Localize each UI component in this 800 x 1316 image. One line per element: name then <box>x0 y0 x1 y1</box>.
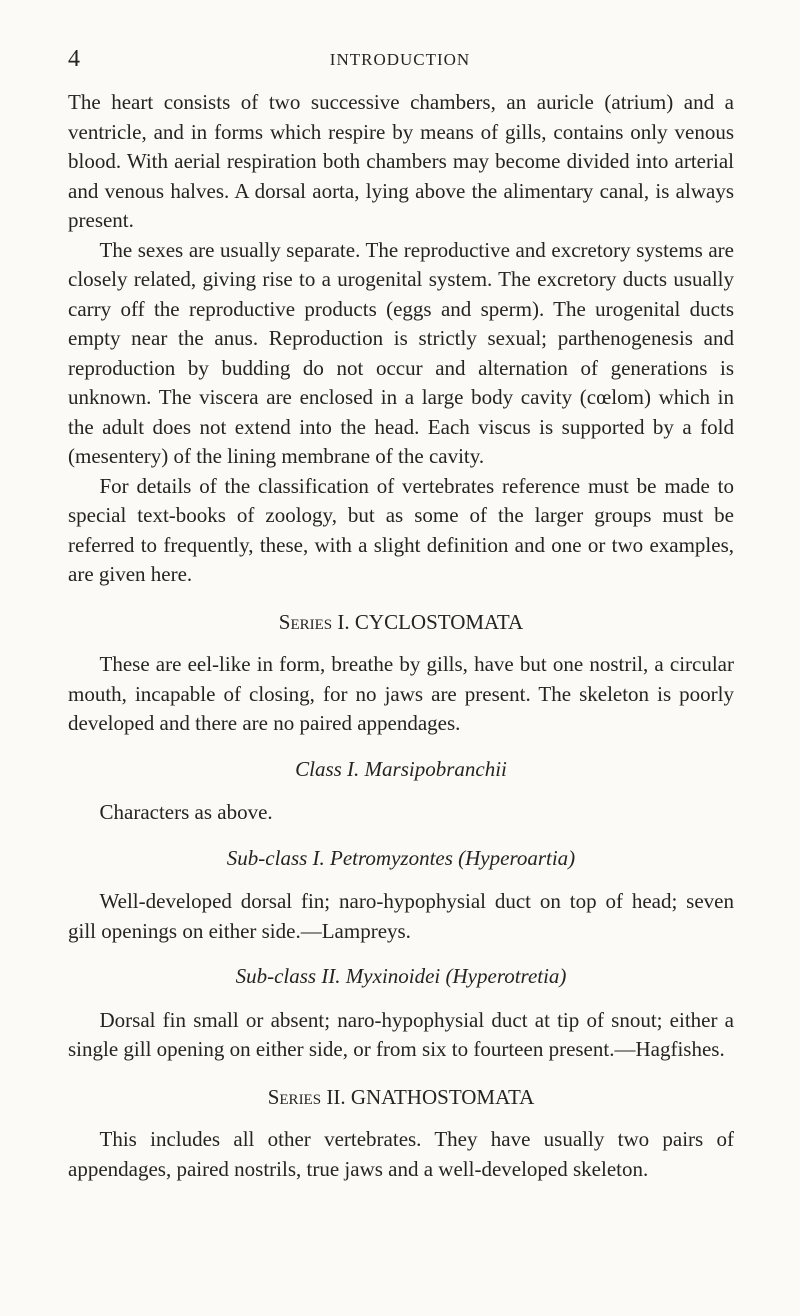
series-1-heading <box>68 608 734 638</box>
paragraph-heart: The heart consists of two successive chambers, an auricle (atrium) and a ventricle, and in forms which respire by means of gills, contains only venous blood. With aerial respiration both chambers may become divided into arterial and venous halves. A dorsal aorta, lying above the alimentary canal, is always present. <box>68 90 734 232</box>
paragraph-classification: For details of the classification of vertebrates reference must be made to special text-books of zoology, but as some of the larger groups must be referred to frequently, these, with a slight definition and one or two examples, are given here. <box>68 473 734 586</box>
series-2-title: II. GNATHOSTOMATA <box>326 1084 535 1109</box>
subclass-2-description: Dorsal fin small or absent; naro-hypophysial duct at tip of snout; either a single gill opening on either side, or from six to fourteen present.—Hagfishes. <box>68 1007 734 1061</box>
subclass-1-heading: Sub-class I. Petromyzontes (Hyperoartia) <box>226 845 576 870</box>
series-1-title: I. CYCLOSTOMATA <box>337 609 524 634</box>
subclass-2-heading: Sub-class II. Myxinoidei (Hyperotretia) <box>235 964 567 988</box>
class-1-heading: Class I. Marsipobranchii <box>295 756 507 781</box>
body-text <box>68 88 734 1184</box>
series-2-label: Series <box>267 1084 322 1109</box>
series-2-description: This includes all other vertebrates. They have usually two pairs of appendages, paired nostrils, true jaws and a well-developed skeleton. <box>68 1127 734 1181</box>
series-2-heading <box>68 1083 734 1113</box>
paragraph-sexes: The sexes are usually separate. The reproductive and excretory systems are closely related, giving rise to a urogenital system. The excretory ducts usually carry off the reproductive products (eggs and sperm). The urogenital ducts empty near the anus. Reproduction is strictly sexual; parthenogenesis and reproduction by budding do not occur and alternation of generations is unknown. The viscera are enclosed in a large body cavity (cœlom) which in the adult does not extend into the head. Each viscus is supported by a fold (mesentery) of the lining membrane of the cavity. <box>68 237 734 468</box>
series-1-label: Series <box>278 609 333 634</box>
series-1-description: These are eel-like in form, breathe by gills, have but one nostril, a circular mouth, incapable of closing, for no jaws are present. The skeleton is poorly developed and there are no paired appendages. <box>68 652 734 735</box>
page-number: 4 <box>68 46 80 72</box>
running-head: INTRODUCTION <box>329 50 471 69</box>
subclass-1-description: Well-developed dorsal fin; naro-hypophysial duct on top of head; seven gill openings on either side.—Lampreys. <box>68 889 734 943</box>
page-header <box>68 46 732 76</box>
class-1-description: Characters as above. <box>99 800 273 824</box>
